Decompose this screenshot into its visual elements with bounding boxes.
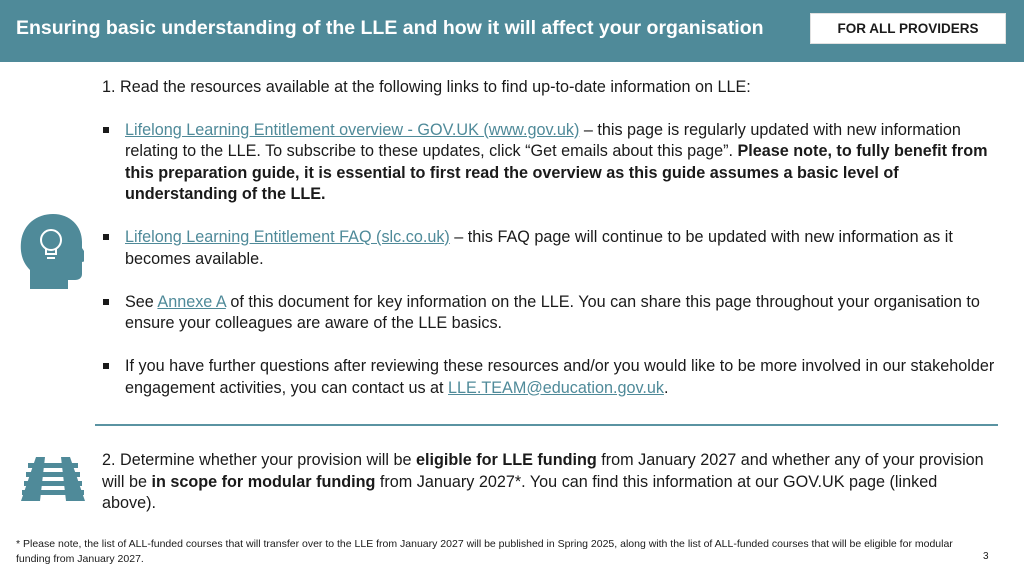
bullet1-bold-note: Please note, to fully benefit from this preparation guide, it is essential to first read the overview as this guide assumes a basic level of understanding of the LLE. xyxy=(125,142,988,203)
audience-badge: FOR ALL PROVIDERS xyxy=(810,13,1006,44)
railway-track-icon xyxy=(20,455,86,503)
step2-bold-eligible: eligible for LLE funding xyxy=(416,451,597,469)
bullet4-text: If you have further questions after reviewing these resources and/or you would like to be more involved in our stakeholder engagement activities, you can contact us at xyxy=(125,357,995,397)
head-lightbulb-icon xyxy=(20,212,84,290)
step2-mid: from January 2027 and whether any of your provision will be xyxy=(102,451,984,491)
step2-bold-modular: in scope for modular funding xyxy=(151,472,376,491)
list-item xyxy=(102,120,1007,206)
step2-post: from January 2027*. You can find this information at our GOV.UK page (linked above). xyxy=(102,472,938,512)
step1-section xyxy=(102,77,1007,421)
step1-intro: 1. Read the resources available at the following links to find up-to-date information on LLE: xyxy=(102,78,751,96)
bullet3-text: of this document for key information on the LLE. You can share this page throughout your organisation to ensure your colleagues are aware of the LLE basics. xyxy=(125,292,980,332)
bullet1-text: – this page is regularly updated with new information relating to the LLE. To subscribe to these updates, click “Get emails about this page”. xyxy=(125,120,961,160)
step2-section xyxy=(102,450,992,515)
bullet4-post: . xyxy=(663,378,669,397)
page-number: 3 xyxy=(983,551,989,562)
bullet2-text: – this FAQ page will continue to be updated with new information as it becomes available. xyxy=(125,228,953,268)
list-item xyxy=(102,356,1007,399)
list-item xyxy=(102,292,1007,335)
section-divider xyxy=(95,424,998,426)
resource-list xyxy=(102,120,1007,400)
page-title: Ensuring basic understanding of the LLE and how it will affect your organisation xyxy=(16,17,764,39)
header-bar xyxy=(0,0,1024,62)
contact-email-link[interactable]: LLE.TEAM@education.gov.uk xyxy=(448,378,664,397)
bullet3-pre: See xyxy=(125,292,158,311)
annexe-a-link[interactable]: Annexe A xyxy=(157,292,226,311)
footnote: * Please note, the list of ALL-funded courses that will transfer over to the LLE from January 2027 will be published in Spring 2025, along with the list of ALL-funded courses that will be eligible for modular funding from January 2027. xyxy=(16,538,953,565)
list-item xyxy=(102,227,1007,270)
step2-pre: 2. Determine whether your provision will be xyxy=(102,451,416,469)
slc-faq-link[interactable]: Lifelong Learning Entitlement FAQ (slc.co.uk) xyxy=(125,228,450,246)
govuk-overview-link[interactable]: Lifelong Learning Entitlement overview - GOV.UK (www.gov.uk) xyxy=(125,120,580,139)
